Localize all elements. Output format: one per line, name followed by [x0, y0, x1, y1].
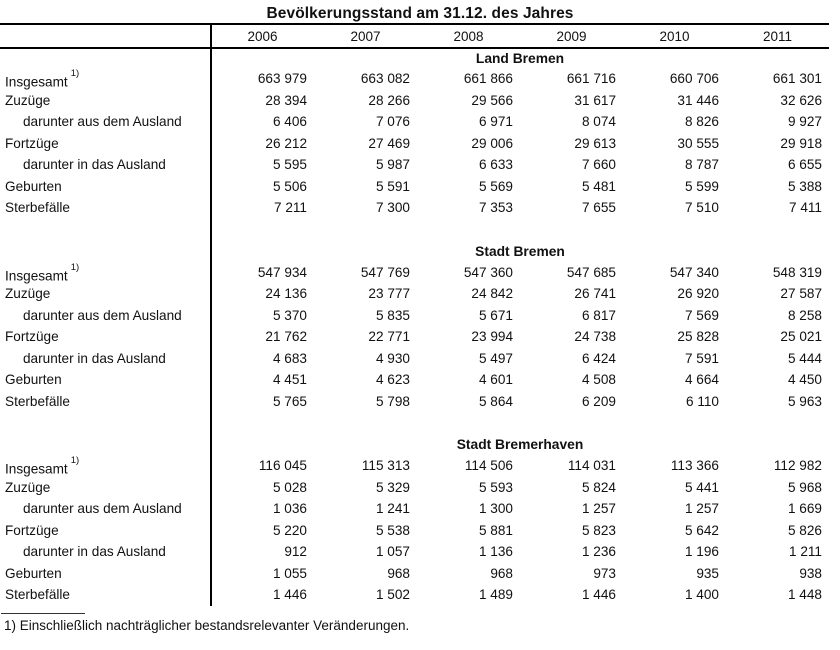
value-cell: 5 671 [478, 307, 513, 323]
value-cell: 547 685 [566, 264, 616, 280]
value-cell: 547 769 [360, 264, 410, 280]
row-label-text: darunter in das Ausland [23, 157, 166, 172]
value-cell: 9 927 [787, 114, 822, 129]
table-row [0, 197, 829, 219]
table-row [0, 455, 829, 477]
value-cell: 5 835 [375, 307, 410, 323]
value-cell: 973 [593, 565, 616, 581]
row-label-text: darunter aus dem Ausland [23, 114, 182, 129]
row-label [0, 348, 211, 370]
value-cell: 29 918 [780, 135, 822, 151]
value-cell: 912 [284, 544, 307, 559]
value-cell: 24 738 [574, 329, 616, 344]
row-label-text: Fortzüge [5, 522, 59, 538]
row-label-text: darunter in das Ausland [23, 544, 166, 559]
value-cell: 6 971 [478, 114, 513, 129]
value-cell: 5 765 [272, 393, 307, 409]
value-cell: 30 555 [677, 135, 719, 151]
year-header-row [0, 25, 829, 49]
value-cell: 5 826 [787, 522, 822, 538]
value-cell: 1 241 [375, 501, 410, 516]
value-cell: 5 593 [478, 479, 513, 495]
row-label-text: Insgesamt [5, 74, 68, 90]
footnote-marker: 1) [70, 261, 80, 273]
row-label-text: Zuzüge [5, 92, 51, 108]
table-row [0, 154, 829, 176]
value-cell: 661 866 [463, 71, 513, 86]
row-label-text: Zuzüge [5, 479, 51, 495]
value-cell: 6 406 [272, 114, 307, 129]
value-cell: 6 110 [685, 393, 719, 409]
value-cell: 29 006 [471, 135, 513, 151]
value-cell: 31 617 [574, 92, 616, 108]
value-cell: 32 626 [780, 92, 822, 108]
value-cell: 1 057 [375, 544, 410, 559]
footnote-marker: 1) [70, 455, 80, 466]
row-label-text: darunter aus dem Ausland [23, 307, 182, 323]
table-row [0, 90, 829, 112]
value-cell: 548 319 [772, 264, 822, 280]
value-cell: 6 817 [581, 307, 616, 323]
value-cell: 5 506 [272, 178, 307, 194]
row-label [0, 584, 211, 606]
value-cell: 1 446 [581, 587, 616, 602]
row-label [0, 262, 211, 284]
page-title: Bevölkerungsstand am 31.12. des Jahres [266, 5, 574, 22]
value-cell: 112 982 [773, 458, 822, 473]
row-label [0, 369, 211, 391]
year-column-header: 2006 [247, 28, 278, 44]
value-cell: 5 444 [787, 350, 822, 366]
population-table [0, 23, 829, 606]
value-cell: 5 441 [684, 479, 719, 495]
value-cell: 661 301 [772, 71, 822, 86]
value-cell: 660 706 [669, 71, 719, 86]
table-row [0, 369, 829, 391]
value-cell: 27 469 [368, 135, 410, 151]
value-cell: 26 920 [677, 286, 719, 301]
value-cell: 1 669 [787, 501, 822, 516]
footnote-separator [1, 613, 85, 614]
value-cell: 1 055 [272, 565, 307, 581]
row-label [0, 154, 211, 176]
value-cell: 5 028 [272, 479, 307, 495]
value-cell: 8 074 [581, 114, 616, 129]
year-column-header: 2007 [350, 28, 381, 44]
value-cell: 1 257 [581, 501, 616, 516]
value-cell: 114 031 [567, 458, 616, 473]
value-cell: 968 [490, 565, 513, 581]
row-label-text: Insgesamt [5, 268, 68, 284]
value-cell: 115 313 [361, 458, 410, 473]
value-cell: 547 360 [463, 264, 513, 280]
vertical-rule [210, 25, 212, 606]
value-cell: 1 196 [684, 544, 719, 559]
value-cell: 663 082 [360, 71, 410, 86]
value-cell: 4 601 [478, 372, 513, 387]
value-cell: 547 340 [669, 264, 719, 280]
table-row [0, 262, 829, 284]
value-cell: 7 655 [581, 200, 616, 215]
year-column-header: 2009 [556, 28, 587, 44]
row-label [0, 305, 211, 327]
row-label [0, 391, 211, 413]
value-cell: 5 881 [478, 522, 513, 538]
row-label [0, 197, 211, 219]
value-cell: 26 741 [574, 286, 616, 301]
value-cell: 6 633 [478, 157, 513, 172]
table-body [0, 49, 829, 606]
section-gap [0, 219, 829, 241]
table-row [0, 563, 829, 585]
table-row [0, 326, 829, 348]
row-label [0, 477, 211, 499]
row-label [0, 133, 211, 155]
table-row [0, 305, 829, 327]
value-cell: 4 451 [272, 372, 307, 387]
year-column-header: 2008 [453, 28, 484, 44]
value-cell: 661 716 [566, 71, 616, 86]
row-label-text: Fortzüge [5, 329, 59, 344]
value-cell: 4 623 [375, 372, 410, 387]
row-label [0, 498, 211, 520]
value-cell: 22 771 [368, 329, 410, 344]
row-label [0, 520, 211, 542]
footnote-marker: 1) [70, 68, 80, 79]
table-row [0, 520, 829, 542]
table-row [0, 133, 829, 155]
row-label-text: darunter aus dem Ausland [23, 501, 182, 516]
value-cell: 8 826 [684, 114, 719, 129]
value-cell: 1 400 [684, 587, 719, 602]
value-cell: 1 446 [272, 587, 307, 602]
value-cell: 7 300 [375, 200, 410, 215]
section-heading: Stadt Bremerhaven [456, 437, 584, 452]
value-cell: 7 569 [684, 307, 719, 323]
value-cell: 5 497 [478, 350, 513, 366]
row-label [0, 455, 211, 477]
value-cell: 663 979 [257, 71, 307, 86]
value-cell: 1 036 [272, 501, 307, 516]
value-cell: 1 502 [375, 587, 410, 602]
value-cell: 31 446 [677, 92, 719, 108]
value-cell: 113 366 [670, 458, 719, 473]
row-label-text: Sterbefälle [5, 393, 70, 409]
value-cell: 7 076 [375, 114, 410, 129]
value-cell: 23 777 [368, 286, 410, 301]
row-label-text: darunter in das Ausland [23, 350, 166, 366]
value-cell: 7 211 [273, 200, 307, 215]
table-row [0, 111, 829, 133]
value-cell: 8 787 [684, 157, 719, 172]
value-cell: 28 266 [368, 92, 410, 108]
value-cell: 28 394 [265, 92, 307, 108]
value-cell: 5 642 [684, 522, 719, 538]
section-gap [0, 412, 829, 434]
table-row [0, 584, 829, 606]
value-cell: 27 587 [780, 286, 822, 301]
value-cell: 1 236 [581, 544, 616, 559]
value-cell: 4 683 [272, 350, 307, 366]
row-label-text: Geburten [5, 178, 62, 194]
row-label [0, 176, 211, 198]
value-cell: 25 828 [677, 329, 719, 344]
value-cell: 5 595 [272, 157, 307, 172]
value-cell: 8 258 [787, 307, 822, 323]
value-cell: 5 963 [787, 393, 822, 409]
row-label-text: Geburten [5, 372, 62, 387]
row-label [0, 111, 211, 133]
value-cell: 4 664 [684, 372, 719, 387]
section-heading: Stadt Bremen [475, 243, 565, 259]
value-cell: 5 798 [375, 393, 410, 409]
value-cell: 4 450 [787, 372, 822, 387]
row-label [0, 90, 211, 112]
value-cell: 935 [696, 565, 719, 581]
value-cell: 968 [387, 565, 410, 581]
table-row [0, 477, 829, 499]
value-cell: 116 045 [258, 458, 307, 473]
value-cell: 6 209 [581, 393, 616, 409]
value-cell: 5 824 [581, 479, 616, 495]
row-label-text: Fortzüge [5, 135, 59, 151]
row-label [0, 326, 211, 348]
value-cell: 1 136 [478, 544, 513, 559]
value-cell: 29 566 [471, 92, 513, 108]
value-cell: 7 591 [684, 350, 719, 366]
value-cell: 5 599 [684, 178, 719, 194]
value-cell: 4 930 [375, 350, 410, 366]
value-cell: 547 934 [257, 264, 307, 280]
table-row [0, 283, 829, 305]
table-row [0, 348, 829, 370]
row-label-text: Zuzüge [5, 286, 51, 301]
value-cell: 23 994 [471, 329, 513, 344]
row-label [0, 541, 211, 563]
row-label-text: Sterbefälle [5, 587, 70, 602]
footnote-text: 1) Einschließlich nachträglicher bestandsrelevanter Veränderungen. [4, 617, 410, 633]
table-row [0, 498, 829, 520]
value-cell: 1 489 [478, 587, 513, 602]
table-row [0, 176, 829, 198]
value-cell: 24 842 [471, 286, 513, 301]
value-cell: 7 353 [478, 200, 513, 215]
value-cell: 5 987 [375, 157, 410, 172]
value-cell: 5 823 [581, 522, 616, 538]
value-cell: 5 569 [478, 178, 513, 194]
value-cell: 1 300 [478, 501, 513, 516]
value-cell: 5 968 [787, 479, 822, 495]
value-cell: 1 448 [787, 587, 822, 602]
value-cell: 7 510 [684, 200, 719, 215]
table-row [0, 391, 829, 413]
value-cell: 1 257 [684, 501, 719, 516]
section-heading: Land Bremen [475, 51, 565, 66]
value-cell: 24 136 [265, 286, 307, 301]
table-row [0, 541, 829, 563]
value-cell: 6 655 [787, 157, 822, 172]
value-cell: 25 021 [780, 329, 822, 344]
row-label [0, 68, 211, 90]
row-label [0, 283, 211, 305]
year-column-header: 2010 [659, 28, 690, 44]
row-label-text: Geburten [5, 565, 62, 581]
value-cell: 5 481 [581, 178, 616, 194]
value-cell: 29 613 [574, 135, 616, 151]
value-cell: 5 220 [272, 522, 307, 538]
value-cell: 1 211 [788, 544, 822, 559]
value-cell: 21 762 [265, 329, 307, 344]
value-cell: 5 591 [375, 178, 410, 194]
year-column-header: 2011 [762, 28, 793, 44]
value-cell: 5 864 [478, 393, 513, 409]
value-cell: 6 424 [581, 350, 616, 366]
value-cell: 7 660 [581, 157, 616, 172]
value-cell: 26 212 [265, 135, 307, 151]
row-label-text: Sterbefälle [5, 200, 70, 215]
table-row [0, 68, 829, 90]
row-label-text: Insgesamt [5, 461, 68, 477]
value-cell: 4 508 [581, 372, 616, 387]
value-cell: 114 506 [464, 458, 513, 473]
value-cell: 5 329 [375, 479, 410, 495]
row-label [0, 563, 211, 585]
value-cell: 5 370 [272, 307, 307, 323]
value-cell: 5 388 [787, 178, 822, 194]
value-cell: 5 538 [375, 522, 410, 538]
value-cell: 938 [799, 565, 822, 581]
value-cell: 7 411 [788, 200, 822, 215]
